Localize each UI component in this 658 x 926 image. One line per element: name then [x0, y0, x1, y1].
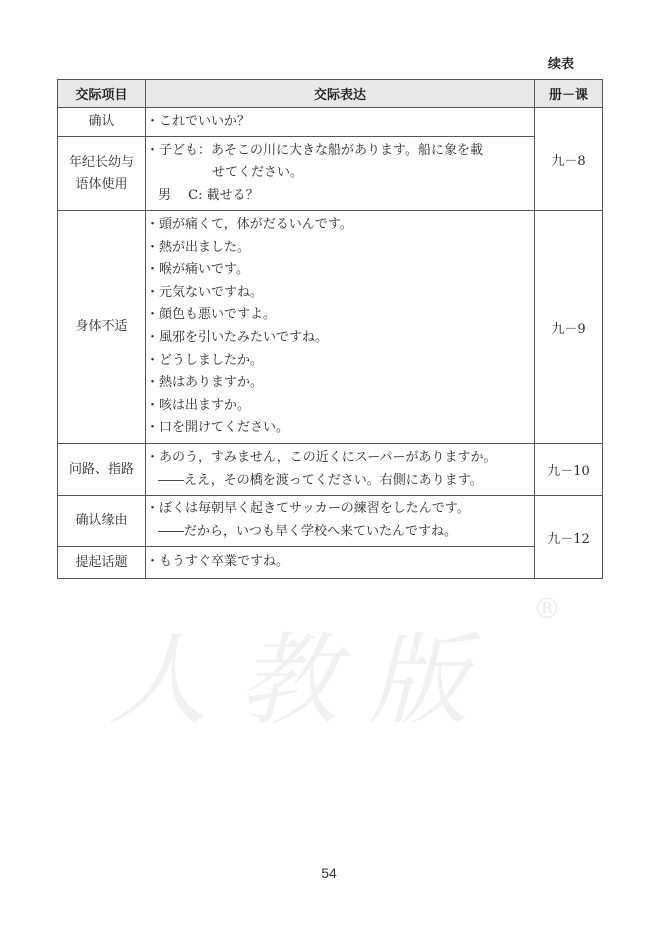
table-row [58, 137, 603, 211]
table-header-row [58, 80, 603, 108]
header-lesson: 册－课 [535, 80, 603, 108]
registered-mark-icon: ® [533, 592, 561, 625]
expression-cell [146, 547, 535, 579]
expression-line: ・あのう，すみません，この近くにスーパーがありますか。 [146, 449, 497, 465]
expression-line: ・喉が痛いです。 [146, 262, 249, 278]
expression-line: ――だから，いつも早く学校へ来ていたんですね。 [158, 524, 458, 539]
header-expression: 交际表达 [146, 80, 535, 108]
lesson-cell: 九－9 [535, 211, 603, 444]
continued-table-label: 续表 [548, 57, 575, 72]
table-row [58, 108, 603, 137]
expression-cell [146, 108, 535, 137]
item-line: 年纪长幼与 [68, 154, 134, 170]
expression-line: ・子ども：あそこの川に大きな船があります。船に象を載 [146, 142, 483, 158]
expression-line: ・もうすぐ卒業ですね。 [146, 554, 290, 570]
item-cell [58, 137, 146, 211]
communication-table [57, 79, 603, 579]
expression-line: ・熱が出ました。 [146, 239, 251, 255]
item-cell: 确认缘由 [58, 496, 146, 547]
expression-cell [146, 211, 535, 444]
publisher-watermark [108, 592, 561, 740]
item-line: 语体使用 [75, 176, 128, 192]
page-number: 54 [321, 865, 337, 881]
expression-line: ・元気ないですね。 [146, 284, 264, 300]
watermark-text: 人教版 [108, 622, 498, 739]
expression-line: ・熱はありますか。 [146, 375, 264, 391]
lesson-cell: 九－8 [535, 108, 603, 211]
item-cell: 提起话题 [58, 547, 146, 579]
expression-line: ・風邪を引いたみたいですね。 [146, 330, 329, 345]
expression-line: ・口を開けてください。 [146, 420, 290, 436]
expression-cell [146, 496, 535, 547]
lesson-cell: 九－12 [535, 496, 603, 579]
expression-cell [146, 137, 535, 211]
item-cell: 问路、指路 [58, 444, 146, 496]
table-row [58, 547, 603, 579]
table-row [58, 444, 603, 496]
table-row [58, 211, 603, 444]
expression-cell [146, 444, 535, 496]
item-cell: 确认 [58, 108, 146, 137]
expression-line: ・咳は出ますか。 [146, 397, 251, 413]
item-cell: 身体不适 [58, 211, 146, 444]
expression-line: 男 C: 載せる？ [158, 187, 259, 203]
header-item: 交际项目 [58, 80, 146, 108]
expression-line: せてください。 [212, 165, 304, 181]
expression-line: ・顔色も悪いですよ。 [146, 307, 277, 323]
lesson-cell: 九－10 [535, 444, 603, 496]
expression-line: ・ぼくは毎朝早く起きてサッカーの練習をしたんです。 [146, 501, 470, 517]
expression-line: ・これでいいか？ [146, 113, 251, 129]
expression-line: ・どうしましたか。 [146, 352, 264, 368]
expression-line: ――ええ，その橋を渡ってください。右側にあります。 [158, 472, 483, 488]
table-row [58, 496, 603, 547]
expression-line: ・頭が痛くて，体がだるいんです。 [146, 217, 353, 233]
